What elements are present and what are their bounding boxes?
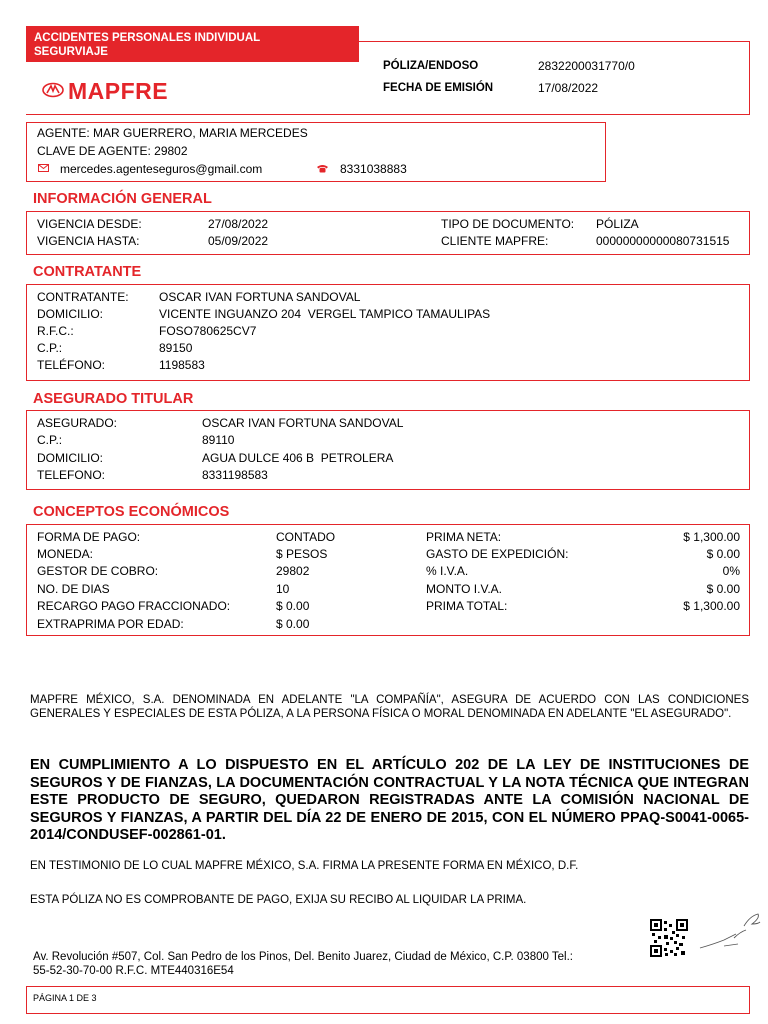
domicilio-value: VICENTE INGUANZO 204 VERGEL TAMPICO TAMAULIPAS: [159, 307, 491, 321]
payment-notice: ESTA PÓLIZA NO ES COMPROBANTE DE PAGO, EXIJA SU RECIBO AL LIQUIDAR LA PRIMA.: [30, 894, 527, 906]
asegurado-label: ASEGURADO:: [37, 416, 118, 430]
testimony-statement: EN TESTIMONIO DE LO CUAL MAPFRE MÉXICO, S.A. FIRMA LA PRESENTE FORMA EN MÉXICO, D.F.: [30, 860, 579, 872]
brand-name: MAPFRE: [68, 78, 169, 104]
fecha-emision-value: 17/08/2022: [538, 81, 599, 95]
recargo-label: RECARGO PAGO FRACCIONADO:: [37, 599, 231, 613]
telephone-icon: [316, 164, 329, 173]
vigencia-hasta-label: VIGENCIA HASTA:: [37, 234, 140, 248]
rfc-value: FOSO780625CV7: [159, 324, 257, 338]
asegurado-cp-value: 89110: [202, 433, 235, 447]
agent-email[interactable]: mercedes.agenteseguros@gmail.com: [60, 162, 263, 176]
no-dias-value: 10: [276, 582, 290, 596]
rfc-label: R.F.C.:: [37, 324, 74, 338]
asegurado-domicilio-label: DOMICILIO:: [37, 451, 104, 465]
asegurado-title: ASEGURADO TITULAR: [33, 391, 194, 407]
banner-line2: SEGURVIAJE: [34, 46, 108, 58]
tipo-documento-label: TIPO DE DOCUMENTO:: [441, 217, 575, 231]
no-dias-label: NO. DE DIAS: [37, 582, 110, 596]
moneda-label: MONEDA:: [37, 547, 94, 561]
general-info-title: INFORMACIÓN GENERAL: [33, 191, 212, 207]
telefono-label: TELÉFONO:: [37, 358, 106, 372]
forma-pago-label: FORMA DE PAGO:: [37, 530, 141, 544]
contratante-value: OSCAR IVAN FORTUNA SANDOVAL: [159, 290, 361, 304]
signature-icon: [694, 908, 768, 954]
iva-pct-value: 0%: [722, 564, 740, 578]
gasto-expedicion-value: $ 0.00: [706, 547, 740, 561]
iva-pct-label: % I.V.A.: [426, 564, 469, 578]
envelope-icon: [38, 164, 49, 172]
vigencia-desde-label: VIGENCIA DESDE:: [37, 217, 142, 231]
monto-iva-value: $ 0.00: [706, 582, 740, 596]
gestor-cobro-value: 29802: [276, 564, 310, 578]
gestor-cobro-label: GESTOR DE COBRO:: [37, 564, 159, 578]
extraprima-label: EXTRAPRIMA POR EDAD:: [37, 617, 184, 631]
domicilio-label: DOMICILIO:: [37, 307, 104, 321]
conceptos-title: CONCEPTOS ECONÓMICOS: [33, 504, 230, 520]
vigencia-desde-value: 27/08/2022: [208, 217, 269, 231]
agent-name: AGENTE: MAR GUERRERO, MARIA MERCEDES: [37, 126, 308, 140]
asegurado-telefono-value: 8331198583: [202, 468, 268, 482]
cp-label: C.P.:: [37, 341, 63, 355]
asegurado-domicilio-value: AGUA DULCE 406 B PETROLERA: [202, 451, 394, 465]
moneda-value: $ PESOS: [276, 547, 328, 561]
cliente-mapfre-label: CLIENTE MAPFRE:: [441, 234, 549, 248]
prima-total-label: PRIMA TOTAL:: [426, 599, 508, 613]
asegurado-value: OSCAR IVAN FORTUNA SANDOVAL: [202, 416, 404, 430]
contratante-title: CONTRATANTE: [33, 264, 142, 280]
monto-iva-label: MONTO I.V.A.: [426, 582, 503, 596]
prima-total-value: $ 1,300.00: [683, 599, 740, 613]
asegurado-cp-label: C.P.:: [37, 433, 63, 447]
extraprima-value: $ 0.00: [276, 617, 310, 631]
vigencia-hasta-value: 05/09/2022: [208, 234, 269, 248]
company-address: Av. Revolución #507, Col. San Pedro de los Pinos, Del. Benito Juarez, Ciudad de México, C.P. 03800 Tel.:: [33, 951, 573, 963]
asegurado-telefono-label: TELEFONO:: [37, 468, 106, 482]
product-banner: [26, 26, 359, 62]
mapfre-logo-icon: [42, 82, 64, 98]
page-number: PÁGINA 1 DE 3: [33, 993, 97, 1003]
prima-neta-value: $ 1,300.00: [683, 530, 740, 544]
cp-value: 89150: [159, 341, 193, 355]
telefono-value: 1198583: [159, 358, 205, 372]
recargo-value: $ 0.00: [276, 599, 310, 613]
cliente-mapfre-value: 00000000000080731515: [596, 234, 730, 248]
agent-phone: 8331038883: [340, 162, 407, 176]
agent-code: CLAVE DE AGENTE: 29802: [37, 144, 188, 158]
forma-pago-value: CONTADO: [276, 530, 336, 544]
banner-line1: ACCIDENTES PERSONALES INDIVIDUAL: [34, 32, 261, 44]
gasto-expedicion-label: GASTO DE EXPEDICIÓN:: [426, 547, 569, 561]
page-number-box: [26, 986, 750, 1014]
legal-registration-statement: EN CUMPLIMIENTO A LO DISPUESTO EN EL ARTÍCULO 202 DE LA LEY DE INSTITUCIONES DE SEGUROS Y DE FIANZAS, LA DOCUMENTACIÓN CONTRACTUAL Y LA NOTA TÉCNICA QUE INTEGRAN ESTE PRODUCTO DE SEGURO, QUEDARON REGISTRADAS ANTE LA COMISIÓN NACIONAL DE SEGUROS Y FIANZAS, A PARTIR DEL DÍA 22 DE ENERO DE 2015, CON EL NÚMERO PPAQ-S0041-0065-2014/CONDUSEF-002861-01.: [30, 757, 749, 843]
fecha-emision-label: FECHA DE EMISIÓN: [383, 82, 494, 94]
poliza-value: 2832200031770/0: [538, 59, 635, 73]
company-statement: MAPFRE MÉXICO, S.A. DENOMINADA EN ADELANTE "LA COMPAÑÍA", ASEGURA DE ACUERDO CON LAS CONDICIONES GENERALES Y ESPECIALES DE ESTA PÓLIZA, A LA PERSONA FÍSICA O MORAL DENOMINADA EN ADELANTE "EL ASEGURADO".: [30, 694, 749, 720]
contratante-box: [26, 284, 750, 381]
contratante-label: CONTRATANTE:: [37, 290, 129, 304]
poliza-label: PÓLIZA/ENDOSO: [383, 60, 479, 72]
qr-code-icon: [650, 919, 688, 957]
company-phone-rfc: 55-52-30-70-00 R.F.C. MTE440316E54: [33, 965, 234, 977]
prima-neta-label: PRIMA NETA:: [426, 530, 502, 544]
tipo-documento-value: PÓLIZA: [596, 217, 639, 231]
